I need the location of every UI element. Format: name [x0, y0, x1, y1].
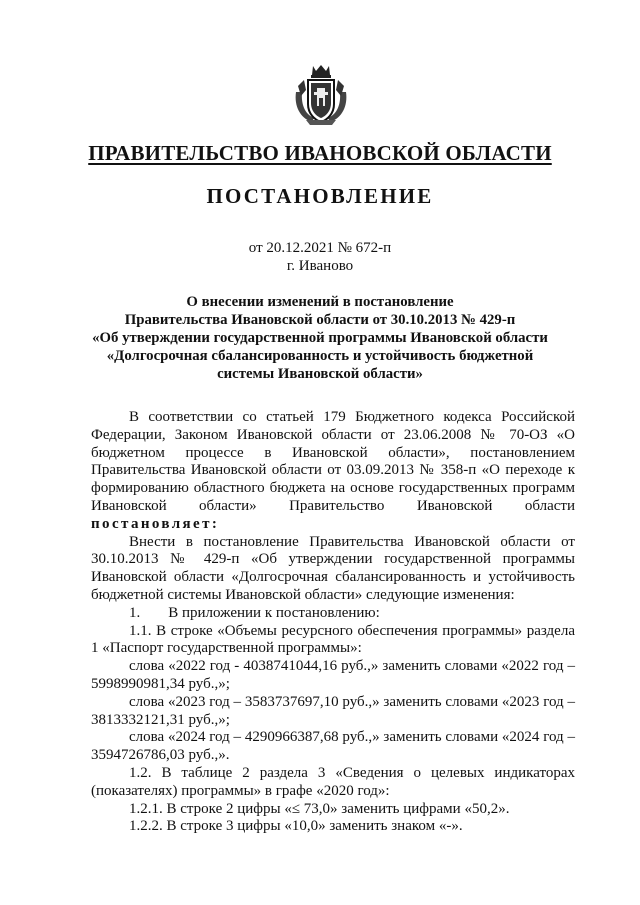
- replacement-2024: слова «2024 год – 4290966387,68 руб.,» заменить словами «2024 год – 3594726786,03 руб.,».: [91, 729, 575, 764]
- item-1-2: 1.2. В таблице 2 раздела 3 «Сведения о целевых индикаторах (показателях) программы» в графе «2020 год»:: [91, 764, 575, 799]
- item-1-text: В приложении к постановлению:: [168, 604, 380, 621]
- item-1-2-1: 1.2.1. В строке 2 цифры «≤ 73,0» заменить цифрами «50,2».: [129, 800, 510, 817]
- document-body: [91, 409, 575, 836]
- government-title: ПРАВИТЕЛЬСТВО ИВАНОВСКОЙ ОБЛАСТИ: [88, 141, 552, 165]
- replacement-2022: слова «2022 год - 4038741044,16 руб.,» заменить словами «2022 год – 5998990981,34 руб.,»;: [91, 658, 575, 692]
- subject-line: Правительства Ивановской области от 30.10.2013 № 429-п: [124, 312, 516, 328]
- subject-line: О внесении изменений в постановление: [186, 294, 454, 310]
- city: г. Иваново: [286, 258, 354, 274]
- preamble-text: В соответствии со статьей 179 Бюджетного кодекса Российской Федерации, Законом Ивановской области от 23.06.2008 № 70-ОЗ «О бюджетном процессе в Ивановской области», постановлением Правительства Ивановской области от 03.09.2013 № 358-п «О переходе к формированию областного бюджета на основе государственных программ Ивановской области» Правительство Ивановской области: [91, 409, 575, 514]
- subject-line: «Об утверждении государственной программы Ивановской области: [92, 330, 548, 346]
- item-1: [91, 605, 575, 623]
- replacement-2023: слова «2023 год – 3583737697,10 руб.,» заменить словами «2023 год – 3813332121,31 руб.,»;: [91, 693, 575, 728]
- date-number: от 20.12.2021 № 672-п: [248, 240, 392, 256]
- document-type: ПОСТАНОВЛЕНИЕ: [206, 184, 434, 208]
- subject-line: «Долгосрочная сбалансированность и устойчивость бюджетной: [106, 348, 534, 364]
- item-1-2-2: 1.2.2. В строке 3 цифры «10,0» заменить знаком «-».: [129, 818, 463, 835]
- subject-line: системы Ивановской области»: [217, 366, 423, 382]
- preamble-paragraph: [91, 409, 575, 534]
- item-1-1: 1.1. В строке «Объемы ресурсного обеспечения программы» раздела 1 «Паспорт государственной программы»:: [91, 622, 575, 657]
- document-subject: [70, 293, 570, 383]
- item-1-number: 1.: [129, 604, 141, 621]
- intro-paragraph: Внести в постановление Правительства Ивановской области от 30.10.2013 № 429-п «Об утверждении государственной программы Ивановской области «Долгосрочная сбалансированность и устойчивость бюджетной системы Ивановской области» следующие изменения:: [91, 533, 575, 603]
- decree-word: постановляет:: [91, 515, 220, 532]
- coat-of-arms-icon: [292, 62, 350, 126]
